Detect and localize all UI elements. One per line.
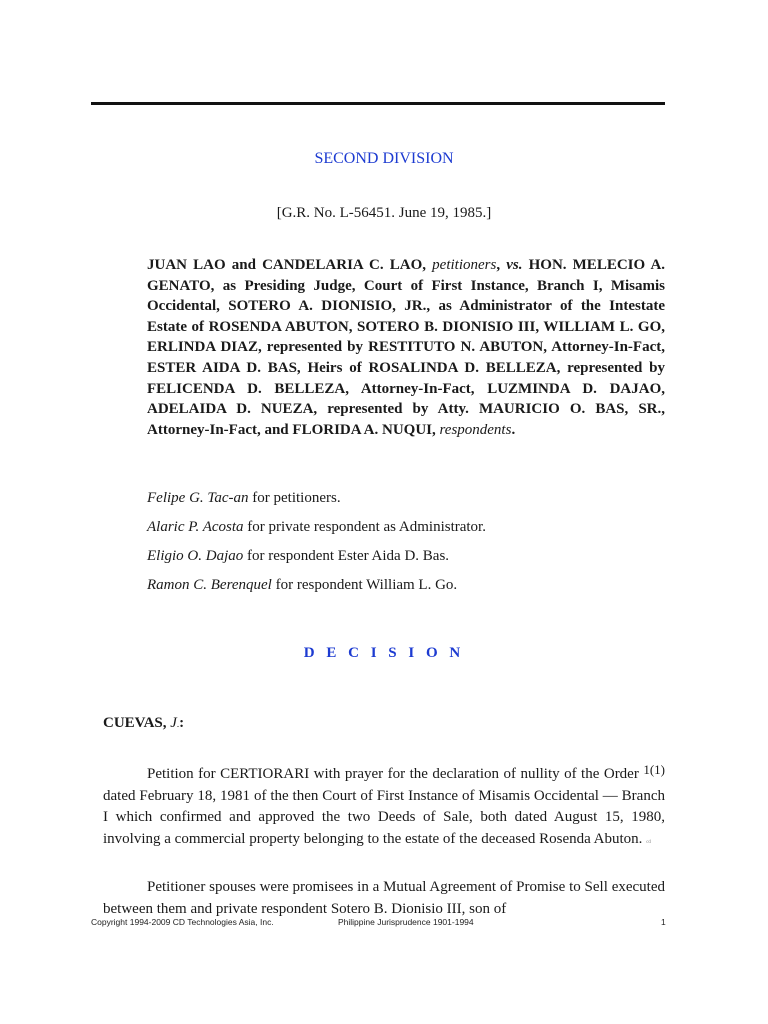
counsel-line bbox=[147, 548, 449, 565]
footnote-link[interactable]: 1(1) bbox=[643, 762, 665, 777]
header-rule bbox=[91, 102, 665, 105]
counsel-line bbox=[147, 577, 457, 594]
footer-collection: Philippine Jurisprudence 1901-1994 bbox=[338, 917, 474, 927]
counsel-role: for petitioners. bbox=[252, 490, 341, 506]
counsel-line bbox=[147, 519, 486, 536]
paragraph-2-text: Petitioner spouses were promisees in a Mutual Agreement of Promise to Sell executed between them and private respondent Sotero B. Dionisio III, son of bbox=[103, 879, 665, 917]
footer-copyright: Copyright 1994-2009 CD Technologies Asia, Inc. bbox=[91, 917, 274, 927]
case-parties: JUAN LAO and CANDELARIA C. LAO, petitioners, vs. HON. MELECIO A. GENATO, as Presiding Judge, Court of First Instance, Branch I, Misamis Occidental, SOTERO A. DIONISIO, JR., as Administrator of the Intestate Estate of ROSENDA ABUTON, SOTERO B. DIONISIO III, WILLIAM L. GO, ERLINDA DIAZ, represented by RESTITUTO N. ABUTON, Attorney-In-Fact, ESTER AIDA D. BAS, Heirs of ROSALINDA D. BELLEZA, represented by FELICENDA D. BELLEZA, Attorney-In-Fact, LUZMINDA D. DAJAO, ADELAIDA D. NUEZA, represented by Atty. MAURICIO O. BAS, SR., Attorney-In-Fact, and FLORIDA A. NUQUI, respondents. bbox=[147, 257, 666, 438]
division-title: SECOND DIVISION bbox=[314, 150, 454, 167]
decision-heading: D E C I S I O N bbox=[303, 645, 465, 661]
page-number: 1 bbox=[661, 917, 666, 927]
petitioners-label: petitioners bbox=[432, 257, 497, 273]
paragraph-1 bbox=[103, 759, 665, 853]
counsel-role: for respondent Ester Aida D. Bas. bbox=[247, 548, 450, 564]
counsel-name: Felipe G. Tac-an bbox=[147, 490, 249, 506]
versus: vs. bbox=[506, 257, 523, 273]
counsel-name: Eligio O. Dajao bbox=[147, 548, 244, 564]
counsel-name: Ramon C. Berenquel bbox=[147, 577, 272, 593]
petitioner-names: JUAN LAO and CANDELARIA C. LAO bbox=[147, 257, 423, 273]
respondents-label: respondents bbox=[439, 421, 512, 438]
respondent-names: HON. MELECIO A. GENATO, as Presiding Judge, Court of First Instance, Branch I, Misamis Occidental, SOTERO A. DIONISIO, JR., as Administrator of the Intestate Estate of ROSENDA ABUTON, SOTERO B. DIONISIO III, WILLIAM L. GO, ERLINDA DIAZ, represented by RESTITUTO N. ABUTON, Attorney-In-Fact, ESTER AIDA D. BAS, Heirs of ROSALINDA D. BELLEZA, represented by FELICENDA D. BELLEZA, Attorney-In-Fact, LUZMINDA D. DAJAO, ADELAIDA D. NUEZA, represented by Atty. MAURICIO O. BAS, SR., Attorney-In-Fact, and FLORIDA A. NUQUI bbox=[147, 257, 666, 438]
case-number: [G.R. No. L-56451. June 19, 1985.] bbox=[276, 205, 492, 221]
cd-mark: cd bbox=[646, 839, 651, 845]
counsel-role: for respondent William L. Go. bbox=[275, 577, 458, 593]
counsel-role: for private respondent as Administrator. bbox=[247, 519, 486, 535]
paragraph-2 bbox=[103, 877, 665, 920]
ponente-suffix: J bbox=[170, 715, 177, 731]
ponente: CUEVAS, J.: bbox=[103, 715, 185, 731]
paragraph-1-end: dated February 18, 1981 of the then Court of First Instance of Misamis Occidental — Branch I which confirmed and approved the two Deeds of Sale, both dated August 15, 1980, involving a commercial property belonging to the estate of the deceased Rosenda Abuton. bbox=[103, 787, 665, 847]
counsel-name: Alaric P. Acosta bbox=[147, 519, 244, 535]
ponente-name: CUEVAS bbox=[103, 715, 163, 731]
counsel-line bbox=[147, 490, 341, 507]
paragraph-1-start: Petition for CERTIORARI with prayer for the declaration of nullity of the Order bbox=[147, 766, 639, 782]
